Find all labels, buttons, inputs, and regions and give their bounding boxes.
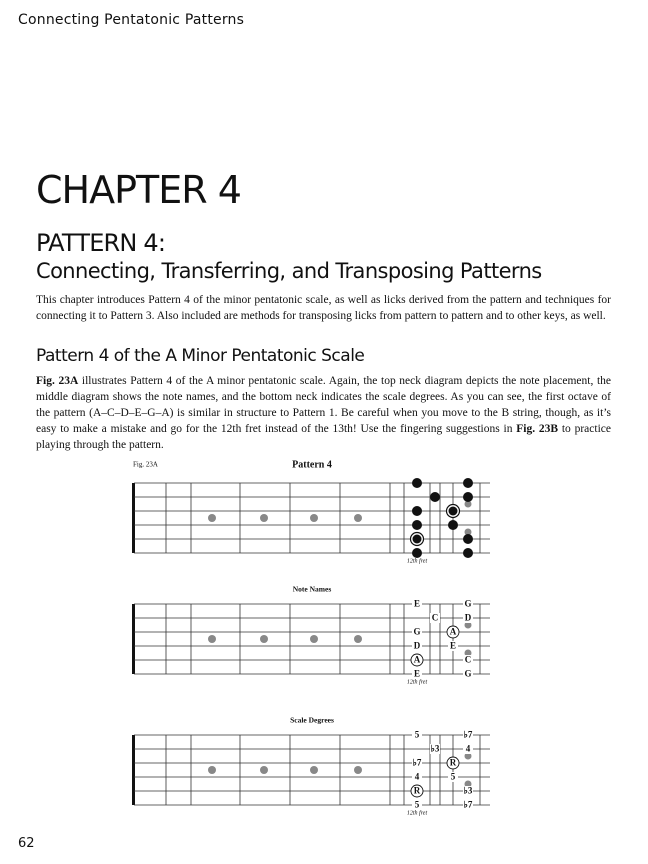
scale-note-dot [412, 478, 422, 488]
scale-note-dot [463, 548, 473, 558]
root-note-dot [449, 507, 458, 516]
nut [132, 483, 135, 553]
fretboard-diagram-1 [132, 459, 490, 564]
fretboard-diagram-3 [132, 716, 490, 817]
scale-degree-label: 5 [414, 729, 420, 740]
fig-reference: Fig. 23A [36, 375, 79, 387]
note-name-label: A [449, 626, 457, 637]
nut [132, 604, 135, 674]
fret-label: 12th fret [406, 558, 428, 565]
scale-note-dot [448, 520, 458, 530]
note-name-label: A [413, 654, 421, 665]
note-name-label: G [464, 668, 472, 679]
fret-inlay [354, 766, 362, 774]
pattern-title: PATTERN 4: [36, 229, 166, 257]
scale-note-dot [412, 548, 422, 558]
fret-inlay [310, 514, 318, 522]
scale-degree-label: 4 [465, 743, 471, 754]
scale-note-dot [412, 520, 422, 530]
scale-degree-label: 5 [414, 799, 420, 810]
root-note-dot [413, 535, 422, 544]
scale-degree-label: 4 [414, 771, 420, 782]
fret-inlay [310, 766, 318, 774]
fret-inlay [208, 766, 216, 774]
note-name-label: E [413, 668, 421, 679]
scale-degree-label: ♭3 [463, 785, 473, 796]
diagram-title: Pattern 4 [292, 459, 332, 471]
section-heading: Pattern 4 of the A Minor Pentatonic Scale [36, 346, 365, 366]
note-name-label: G [413, 626, 421, 637]
fret-inlay [260, 514, 268, 522]
scale-degree-label: ♭3 [430, 743, 440, 754]
running-header: Connecting Pentatonic Patterns [18, 12, 245, 28]
fret-inlay [260, 766, 268, 774]
note-name-label: C [431, 612, 439, 623]
scale-note-dot [463, 478, 473, 488]
note-name-label: C [464, 654, 472, 665]
fret-inlay [310, 635, 318, 643]
scale-degree-label: R [413, 785, 421, 796]
fretboard-figure [0, 450, 648, 830]
fretboard-diagram-2 [132, 585, 490, 686]
fret-inlay [354, 635, 362, 643]
note-name-label: E [449, 640, 457, 651]
fret-label: 12th fret [406, 679, 428, 686]
scale-degree-label: ♭7 [463, 799, 473, 810]
fig-reference: Fig. 23B [516, 423, 559, 435]
note-name-label: D [413, 640, 421, 651]
intro-paragraph: This chapter introduces Pattern 4 of the minor pentatonic scale, as well as licks derived from the pattern and techniques for connecting it to Pattern 3. Also included are methods for transposing licks from pattern to pattern and to other keys, as well. [36, 294, 611, 322]
scale-note-dot [412, 506, 422, 516]
chapter-title: CHAPTER 4 [36, 168, 241, 212]
note-name-label: G [464, 598, 472, 609]
scale-note-dot [430, 492, 440, 502]
scale-note-dot [463, 534, 473, 544]
section-paragraph [36, 373, 611, 453]
scale-degree-label: R [449, 757, 457, 768]
scale-note-dot [463, 492, 473, 502]
fret-inlay [260, 635, 268, 643]
paragraph-text: to practice playing through the pattern. [36, 423, 611, 451]
scale-degree-label: 5 [450, 771, 456, 782]
diagram-title: Scale Degrees [290, 715, 334, 725]
fret-inlay [208, 635, 216, 643]
fret-inlay [354, 514, 362, 522]
paragraph-text: illustrates Pattern 4 of the A minor pentatonic scale. Again, the top neck diagram depicts the note placement, the middle diagram shows the note names, and the bottom neck indicates the scale degrees. As you can see, the first octave of the pattern (A–C–D–E–G–A) is similar in structure to Pattern 1. Be careful when you move to the B string, though, as it’s easy to make a mistake and go for the 12th fret instead of the 13th! Use the fingering suggestions in [36, 375, 611, 435]
fret-label: 12th fret [406, 810, 428, 817]
note-name-label: D [464, 612, 472, 623]
pattern-subtitle: Connecting, Transferring, and Transposing Patterns [36, 259, 542, 283]
page-number: 62 [18, 836, 35, 851]
figure-label: Fig. 23A [133, 460, 158, 469]
note-name-label: E [413, 598, 421, 609]
scale-degree-label: ♭7 [463, 729, 473, 740]
nut [132, 735, 135, 805]
diagram-title: Note Names [292, 584, 332, 594]
fret-inlay [208, 514, 216, 522]
scale-degree-label: ♭7 [412, 757, 422, 768]
